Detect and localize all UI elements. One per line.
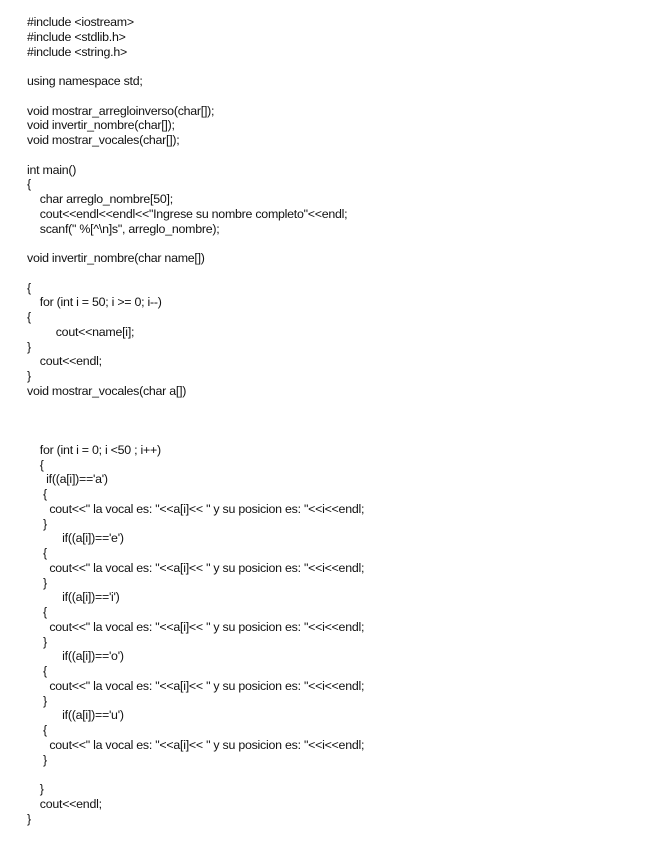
code-line: char arreglo_nombre[50]; xyxy=(27,192,173,206)
code-listing xyxy=(27,15,647,826)
code-line: cout<<" la vocal es: "<<a[i]<< " y su posicion es: "<<i<<endl; xyxy=(27,619,365,634)
code-line: #include <iostream> xyxy=(27,15,134,29)
code-line: cout<<" la vocal es: "<<a[i]<< " y su posicion es: "<<i<<endl; xyxy=(27,737,365,752)
code-line: } xyxy=(27,369,31,383)
code-line: } xyxy=(27,811,31,826)
code-line: { xyxy=(27,487,47,501)
code-line: cout<<endl; xyxy=(27,354,102,369)
code-line: void invertir_nombre(char name[]) xyxy=(27,251,205,265)
code-line xyxy=(27,767,647,782)
code-line: void mostrar_vocales(char a[]) xyxy=(27,383,187,398)
code-line: } xyxy=(27,782,44,796)
code-line xyxy=(27,413,647,428)
code-line: if((a[i])=='i') xyxy=(27,590,120,605)
code-line: if((a[i])=='u') xyxy=(27,708,124,723)
code-line xyxy=(27,399,647,414)
code-line: for (int i = 0; i <50 ; i++) xyxy=(27,442,161,457)
code-line: cout<<" la vocal es: "<<a[i]<< " y su posicion es: "<<i<<endl; xyxy=(27,560,365,575)
code-line: } xyxy=(27,693,47,708)
code-line xyxy=(27,89,647,104)
code-line xyxy=(27,266,647,281)
code-line xyxy=(27,428,647,443)
code-line: #include <string.h> xyxy=(27,44,127,59)
code-line: } xyxy=(27,339,31,354)
code-line: } xyxy=(27,516,47,531)
code-line xyxy=(27,236,647,251)
code-line: } xyxy=(27,575,47,590)
code-line: if((a[i])=='e') xyxy=(27,531,124,546)
code-line xyxy=(27,148,647,163)
code-line: } xyxy=(27,752,47,767)
code-line: void mostrar_vocales(char[]); xyxy=(27,133,180,147)
code-line: { xyxy=(27,605,47,619)
code-line: int main() xyxy=(27,162,77,177)
code-line: { xyxy=(27,280,31,295)
code-line: } xyxy=(27,634,47,649)
code-line: scanf(" %[^\n]s", arreglo_nombre); xyxy=(27,221,220,236)
code-line: if((a[i])=='o') xyxy=(27,649,124,664)
code-line: { xyxy=(27,546,47,560)
code-line: cout<<endl<<endl<<"Ingrese su nombre completo"<<endl; xyxy=(27,206,348,221)
code-line: { xyxy=(27,664,47,678)
code-line: for (int i = 50; i >= 0; i--) xyxy=(27,295,162,310)
code-line: { xyxy=(27,723,47,737)
code-line: cout<<" la vocal es: "<<a[i]<< " y su posicion es: "<<i<<endl; xyxy=(27,678,365,693)
code-line: { xyxy=(27,310,31,324)
code-line: void invertir_nombre(char[]); xyxy=(27,118,175,133)
code-line: #include <stdlib.h> xyxy=(27,29,126,44)
code-line: { xyxy=(27,177,31,192)
code-line: if((a[i])=='a') xyxy=(27,472,108,487)
code-line: { xyxy=(27,457,44,472)
code-line: using namespace std; xyxy=(27,74,143,88)
code-line: cout<<" la vocal es: "<<a[i]<< " y su posicion es: "<<i<<endl; xyxy=(27,501,365,516)
code-line: cout<<endl; xyxy=(27,796,102,811)
code-line: void mostrar_arregloinverso(char[]); xyxy=(27,103,215,118)
code-line xyxy=(27,59,647,74)
code-line: cout<<name[i]; xyxy=(27,324,135,339)
